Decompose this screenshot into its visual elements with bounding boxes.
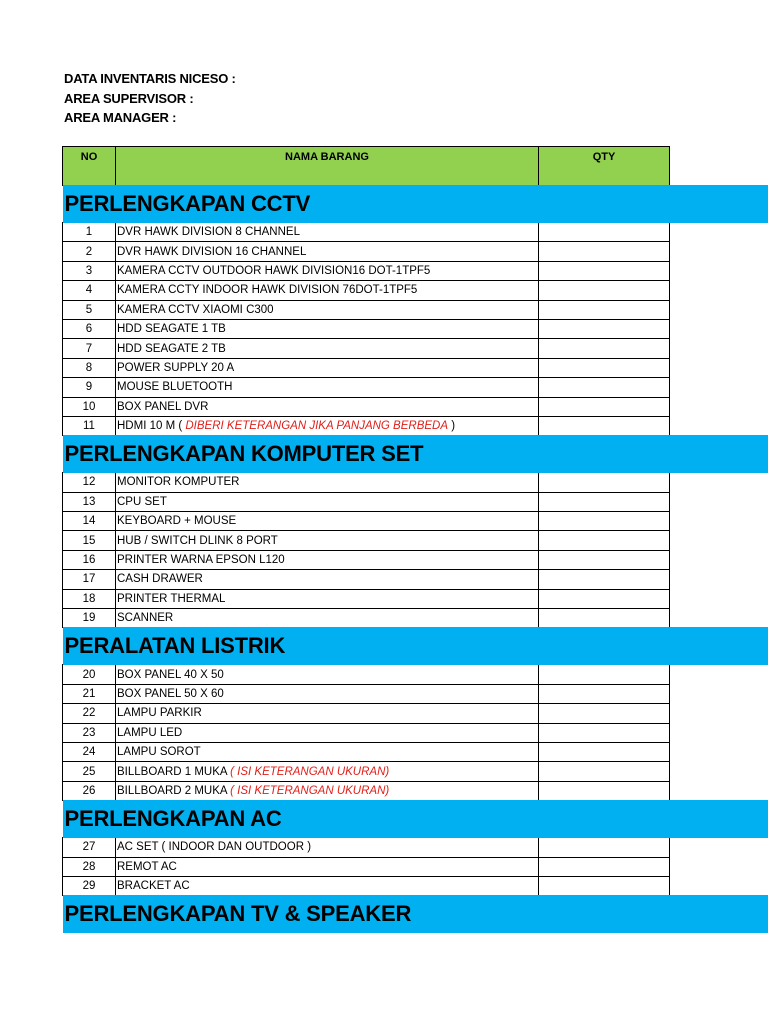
item-number: 25 [63,762,116,781]
section-header-row [63,896,670,933]
item-name: BILLBOARD 1 MUKA [117,765,231,778]
section-header-cell [63,801,670,838]
table-row [63,723,670,742]
item-note: DIBERI KETERANGAN JIKA PANJANG BERBEDA [185,420,449,433]
table-row [63,609,670,628]
item-name: CASH DRAWER [117,573,203,586]
section-header-row [63,801,670,838]
item-name-cell [116,242,539,261]
table-row [63,857,670,876]
item-qty-cell[interactable] [539,358,670,377]
item-number: 13 [63,492,116,511]
header-name: NAMA BARANG [116,147,539,186]
item-qty-cell[interactable] [539,665,670,684]
header-qty: QTY [539,147,670,186]
item-qty-cell[interactable] [539,242,670,261]
section-header-cell [63,628,670,665]
section-title: PERLENGKAPAN KOMPUTER SET [64,441,424,467]
item-number: 15 [63,531,116,550]
section-header-row [63,436,670,473]
table-header-row [63,147,670,186]
item-name-cell [116,781,539,800]
item-number: 1 [63,223,116,242]
title-line: DATA INVENTARIS NICESO : [64,71,236,86]
table-row [63,397,670,416]
item-qty-cell[interactable] [539,531,670,550]
item-name-cell [116,358,539,377]
item-number: 4 [63,281,116,300]
item-number: 26 [63,781,116,800]
item-qty-cell[interactable] [539,492,670,511]
item-number: 2 [63,242,116,261]
section-header-cell [63,436,670,473]
table-row [63,242,670,261]
item-name-cell [116,762,539,781]
item-number: 29 [63,876,116,895]
table-row [63,261,670,280]
item-name-cell [116,684,539,703]
item-name-cell [116,492,539,511]
item-name-cell [116,300,539,319]
item-name: HDD SEAGATE 2 TB [117,342,226,355]
item-name-cell [116,570,539,589]
item-qty-cell[interactable] [539,762,670,781]
item-number: 22 [63,704,116,723]
item-name: AC SET ( INDOOR DAN OUTDOOR ) [117,841,312,854]
item-name-cell [116,223,539,242]
table-row [63,531,670,550]
item-qty-cell[interactable] [539,416,670,435]
item-number: 16 [63,550,116,569]
table-row [63,319,670,338]
item-name: HUB / SWITCH DLINK 8 PORT [117,534,278,547]
item-qty-cell[interactable] [539,378,670,397]
item-number: 24 [63,742,116,761]
item-name: LAMPU PARKIR [117,707,202,720]
table-row [63,665,670,684]
item-name: LAMPU SOROT [117,746,201,759]
item-number: 9 [63,378,116,397]
item-name-cell [116,876,539,895]
item-number: 7 [63,339,116,358]
item-qty-cell[interactable] [539,570,670,589]
item-name: DVR HAWK DIVISION 8 CHANNEL [117,226,300,239]
item-name: BILLBOARD 2 MUKA [117,784,231,797]
section-header-row [63,186,670,223]
item-number: 23 [63,723,116,742]
table-row [63,762,670,781]
item-number: 8 [63,358,116,377]
item-name: BOX PANEL 40 X 50 [117,668,224,681]
header-no: NO [63,147,116,186]
item-qty-cell[interactable] [539,281,670,300]
section-title: PERLENGKAPAN AC [64,806,282,832]
item-qty-cell[interactable] [539,512,670,531]
item-name: CPU SET [117,495,167,508]
item-number: 21 [63,684,116,703]
item-number: 10 [63,397,116,416]
area-manager-line: AREA MANAGER : [64,110,177,125]
item-name-cell [116,704,539,723]
item-name-cell [116,319,539,338]
item-name-cell [116,397,539,416]
item-qty-cell[interactable] [539,684,670,703]
item-qty-cell[interactable] [539,300,670,319]
item-number: 20 [63,665,116,684]
item-name: KEYBOARD + MOUSE [117,515,237,528]
item-name-cell [116,550,539,569]
item-name: KAMERA CCTY INDOOR HAWK DIVISION 76DOT-1TPF5 [117,284,418,297]
item-qty-cell[interactable] [539,261,670,280]
item-name-cell [116,281,539,300]
item-qty-cell[interactable] [539,550,670,569]
item-qty-cell[interactable] [539,473,670,492]
section-title: PERLENGKAPAN CCTV [64,191,311,216]
table-row [63,378,670,397]
table-row [63,570,670,589]
item-name-cell [116,589,539,608]
item-qty-cell[interactable] [539,723,670,742]
table-row [63,512,670,531]
item-number: 17 [63,570,116,589]
item-qty-cell[interactable] [539,609,670,628]
inventory-table [62,146,670,933]
area-supervisor-line: AREA SUPERVISOR : [64,90,194,106]
item-name-cell [116,261,539,280]
item-qty-cell[interactable] [539,857,670,876]
item-name: HDMI 10 M ( [117,420,186,433]
item-number: 5 [63,300,116,319]
item-qty-cell[interactable] [539,589,670,608]
item-qty-cell[interactable] [539,781,670,800]
item-qty-cell[interactable] [539,339,670,358]
section-header-cell [63,896,670,933]
item-name: SCANNER [117,612,174,625]
item-name-cell [116,416,539,435]
item-number: 18 [63,589,116,608]
item-name-suffix: ) [448,420,456,433]
item-qty-cell[interactable] [539,223,670,242]
item-name-cell [116,609,539,628]
table-row [63,742,670,761]
item-name: POWER SUPPLY 20 A [117,361,235,374]
table-row [63,300,670,319]
item-name-cell [116,512,539,531]
section-header-cell [63,186,670,223]
item-name-cell [116,665,539,684]
table-row [63,473,670,492]
table-row [63,781,670,800]
item-name: BOX PANEL 50 X 60 [117,688,224,700]
item-number: 27 [63,838,116,857]
table-row [63,550,670,569]
item-name: PRINTER WARNA EPSON L120 [117,554,285,567]
item-number: 6 [63,319,116,338]
item-note: ( ISI KETERANGAN UKURAN) [230,765,390,778]
item-name-cell [116,531,539,550]
item-name: MOUSE BLUETOOTH [117,381,233,394]
item-name: PRINTER THERMAL [117,592,226,605]
item-name-cell [116,723,539,742]
item-name: HDD SEAGATE 1 TB [117,323,226,336]
item-name: DVR HAWK DIVISION 16 CHANNEL [117,245,307,258]
item-qty-cell[interactable] [539,397,670,416]
table-row [63,223,670,242]
item-name-cell [116,857,539,876]
table-row [63,416,670,435]
item-qty-cell[interactable] [539,704,670,723]
item-qty-cell[interactable] [539,838,670,857]
table-row [63,358,670,377]
item-name: REMOT AC [117,860,177,873]
table-row [63,704,670,723]
table-row [63,838,670,857]
table-row [63,281,670,300]
item-number: 3 [63,261,116,280]
item-qty-cell[interactable] [539,319,670,338]
item-number: 11 [63,416,116,435]
item-name-cell [116,742,539,761]
item-name-cell [116,473,539,492]
item-name: BRACKET AC [117,880,190,893]
section-header-row [63,628,670,665]
section-title: PERALATAN LISTRIK [64,633,286,659]
item-qty-cell[interactable] [539,742,670,761]
item-name: BOX PANEL DVR [117,400,209,413]
item-number: 12 [63,473,116,492]
section-title: PERLENGKAPAN TV & SPEAKER [64,901,412,927]
item-name-cell [116,838,539,857]
table-row [63,589,670,608]
table-row [63,684,670,703]
item-number: 14 [63,512,116,531]
table-row [63,339,670,358]
item-qty-cell[interactable] [539,876,670,895]
item-name-cell [116,339,539,358]
item-number: 28 [63,857,116,876]
item-name: KAMERA CCTV OUTDOOR HAWK DIVISION16 DOT-1TPF5 [117,264,431,277]
item-name: LAMPU LED [117,726,183,739]
item-note: ( ISI KETERANGAN UKURAN) [230,784,390,797]
table-row [63,876,670,895]
document-header [64,69,236,128]
table-row [63,492,670,511]
item-name: KAMERA CCTV XIAOMI C300 [117,303,274,316]
item-name-cell [116,378,539,397]
item-number: 19 [63,609,116,628]
item-name: MONITOR KOMPUTER [117,476,240,489]
